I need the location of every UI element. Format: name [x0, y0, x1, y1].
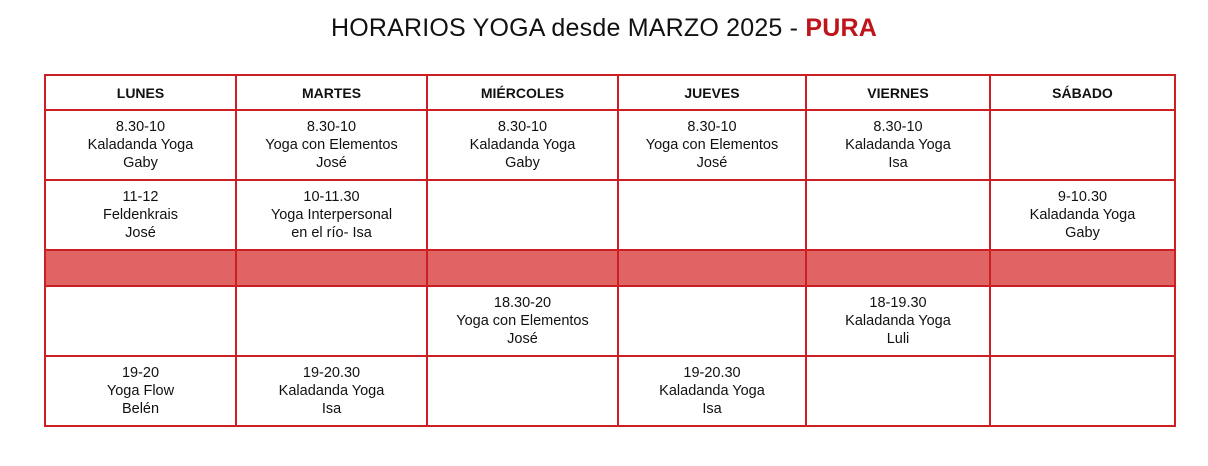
class-time: 9-10.30: [1057, 189, 1108, 205]
class-name: Kaladanda Yoga: [845, 137, 951, 153]
class-teacher: Gaby: [505, 155, 540, 171]
class-teacher: José: [507, 331, 538, 347]
class-time: 8.30-10: [306, 119, 357, 135]
class-teacher: Isa: [888, 155, 908, 171]
class-name: Yoga Flow: [106, 383, 175, 399]
class-name: Kaladanda Yoga: [278, 383, 385, 399]
break-cell: [45, 250, 236, 286]
break-row: [45, 250, 1175, 286]
empty-cell: [618, 286, 806, 356]
schedule-row: [45, 180, 1175, 250]
class-cell: [236, 356, 427, 426]
schedule-table: [44, 74, 1176, 427]
class-cell: [45, 180, 236, 250]
title-brand: PURA: [805, 14, 877, 42]
break-cell: [236, 250, 427, 286]
class-teacher: Gaby: [1065, 225, 1100, 241]
class-time: 18-19.30: [869, 295, 927, 311]
class-cell: [618, 110, 806, 180]
empty-cell: [427, 180, 618, 250]
class-cell: [236, 180, 427, 250]
class-cell: [427, 286, 618, 356]
page-title: [0, 14, 1208, 43]
empty-cell: [236, 286, 427, 356]
class-teacher: Belén: [121, 401, 160, 417]
class-time: 18.30-20: [493, 295, 552, 311]
class-cell: [806, 110, 990, 180]
class-time: 8.30-10: [497, 119, 548, 135]
class-name: Kaladanda Yoga: [1029, 207, 1136, 223]
class-time: 11-12: [122, 189, 159, 205]
class-time: 10-11.30: [303, 189, 360, 205]
class-name: Yoga Interpersonal: [270, 207, 393, 223]
title-prefix: HORARIOS YOGA desde MARZO 2025 -: [330, 14, 806, 42]
class-name: Feldenkrais: [103, 207, 178, 223]
class-cell: [806, 286, 990, 356]
day-header-viernes: VIERNES: [806, 75, 990, 110]
class-teacher: Isa: [702, 401, 722, 417]
class-cell: [45, 356, 236, 426]
empty-cell: [990, 110, 1175, 180]
class-time: 8.30-10: [687, 119, 737, 135]
empty-cell: [618, 180, 806, 250]
class-cell: [236, 110, 427, 180]
class-teacher: José: [696, 155, 728, 171]
class-cell: [618, 356, 806, 426]
class-teacher: Gaby: [123, 155, 158, 171]
header-row: [45, 75, 1175, 110]
class-name: Kaladanda Yoga: [87, 137, 194, 153]
class-name: Kaladanda Yoga: [469, 137, 576, 153]
class-teacher: Luli: [886, 331, 910, 347]
empty-cell: [990, 286, 1175, 356]
empty-cell: [806, 356, 990, 426]
class-teacher: en el río- Isa: [291, 225, 372, 241]
empty-cell: [990, 356, 1175, 426]
class-name: Kaladanda Yoga: [845, 313, 951, 329]
day-header-jueves: JUEVES: [618, 75, 806, 110]
break-cell: [618, 250, 806, 286]
schedule-row: [45, 356, 1175, 426]
class-time: 19-20.30: [683, 365, 741, 381]
class-name: Kaladanda Yoga: [659, 383, 765, 399]
class-teacher: Isa: [321, 401, 342, 417]
class-time: 8.30-10: [873, 119, 923, 135]
break-cell: [427, 250, 618, 286]
day-header-martes: MARTES: [236, 75, 427, 110]
day-header-lunes: LUNES: [45, 75, 236, 110]
class-time: 8.30-10: [115, 119, 166, 135]
break-cell: [990, 250, 1175, 286]
class-name: Yoga con Elementos: [456, 313, 589, 329]
class-teacher: José: [316, 155, 347, 171]
class-name: Yoga con Elementos: [265, 137, 398, 153]
schedule-row: [45, 286, 1175, 356]
schedule-row: [45, 110, 1175, 180]
day-header-miercoles: MIÉRCOLES: [427, 75, 618, 110]
break-cell: [806, 250, 990, 286]
class-time: 19-20.30: [302, 365, 361, 381]
empty-cell: [806, 180, 990, 250]
day-header-sabado: SÁBADO: [990, 75, 1175, 110]
class-cell: [45, 110, 236, 180]
class-teacher: José: [125, 225, 156, 241]
empty-cell: [427, 356, 618, 426]
class-name: Yoga con Elementos: [645, 137, 779, 153]
class-cell: [427, 110, 618, 180]
empty-cell: [45, 286, 236, 356]
class-time: 19-20: [121, 365, 160, 381]
class-cell: [990, 180, 1175, 250]
